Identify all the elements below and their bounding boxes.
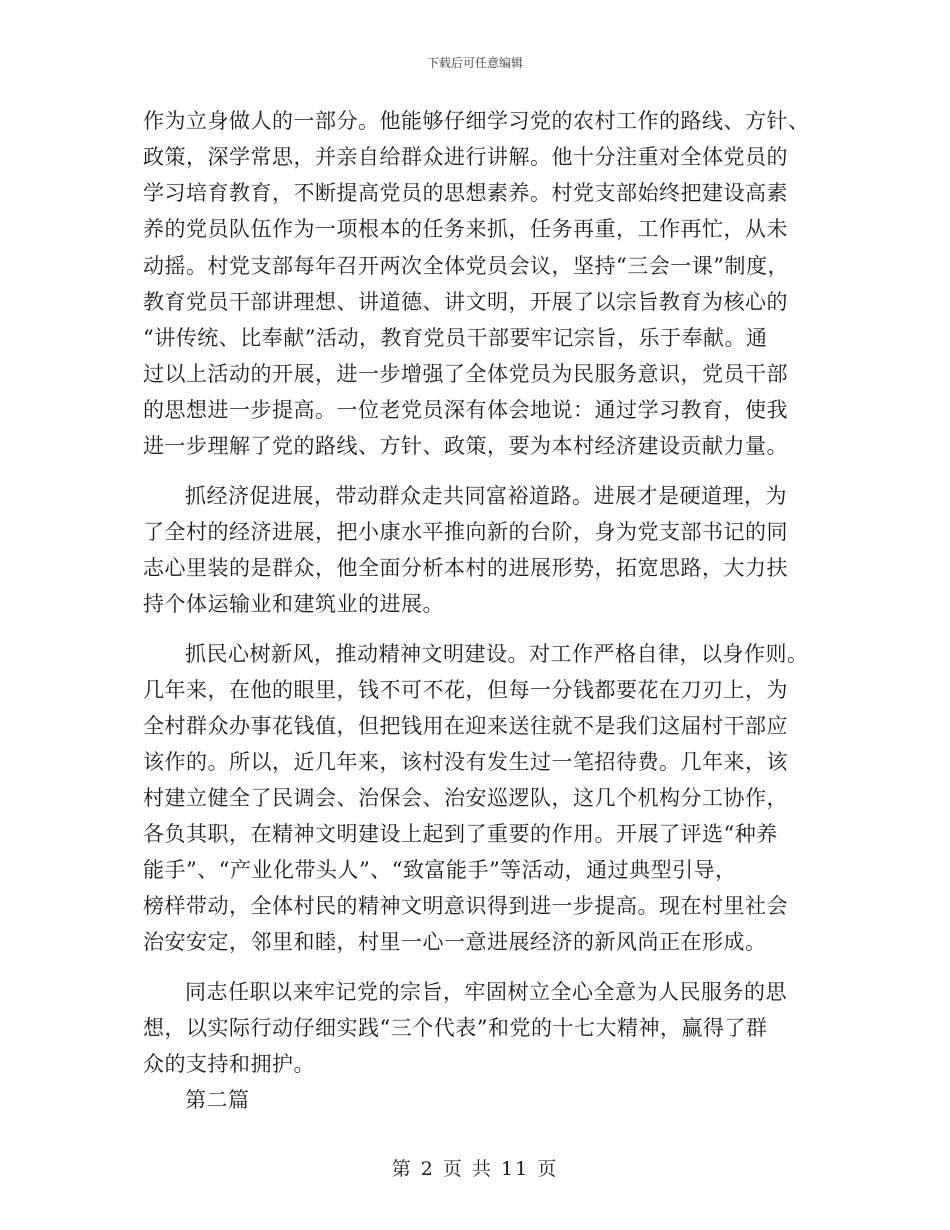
paragraph-start-line: 同志任职以来牢记党的宗旨，牢固树立全心全意为人民服务的思: [185, 980, 787, 1004]
text-line: 的思想进一步提高。一位老党员深有体会地说：通过学习教育，使我: [143, 398, 788, 422]
text-line: 志心里装的是群众，他全面分析本村的进展形势，拓宽思路，大力扶: [143, 556, 788, 580]
text-line: 进一步理解了党的路线、方针、政策，要为本村经济建设贡献力量。: [143, 434, 788, 458]
text-line: 过以上活动的开展，进一步增强了全体党员为民服务意识，党员干部: [143, 362, 788, 386]
text-line: 了全村的经济进展，把小康水平推向新的台阶，身为党支部书记的同: [143, 520, 788, 544]
text-line: 学习培育教育，不断提高党员的思想素养。村党支部始终把建设高素: [143, 181, 788, 205]
text-line: 持个体运输业和建筑业的进展。: [143, 592, 444, 616]
text-line: 教育党员干部讲理想、讲道德、讲文明，开展了以宗旨教育为核心的: [143, 290, 788, 314]
text-line: 作为立身做人的一部分。他能够仔细学习党的农村工作的路线、方针、: [143, 109, 810, 133]
section-heading: 第二篇: [185, 1088, 250, 1112]
text-line: 能手”、“产业化带头人”、“致富能手”等活动，通过典型引导，: [143, 858, 737, 882]
text-line: 几年来，在他的眼里，钱不可不花，但每一分钱都要花在刀刃上，为: [143, 678, 788, 702]
text-line: 养的党员队伍作为一项根本的任务来抓，任务再重，工作再忙，从未: [143, 217, 788, 241]
text-line: 想，以实际行动仔细实践“三个代表”和党的十七大精神，赢得了群: [143, 1016, 768, 1040]
text-line: 村建立健全了民调会、治保会、治安巡逻队，这几个机构分工协作，: [143, 786, 788, 810]
paragraph-start-line: 抓民心树新风，推动精神文明建设。对工作严格自律，以身作则。: [185, 642, 809, 666]
text-line: 榜样带动，全体村民的精神文明意识得到进一步提高。现在村里社会: [143, 894, 788, 918]
paragraph-start-line: 抓经济促进展，带动群众走共同富裕道路。进展才是硬道理，为: [185, 484, 787, 508]
text-line: 动摇。村党支部每年召开两次全体党员会议，坚持“三会一课”制度，: [143, 254, 789, 278]
text-line: 该作的。所以，近几年来，该村没有发生过一笔招待费。几年来，该: [143, 750, 788, 774]
page-header: 下载后可任意编辑: [426, 56, 523, 70]
text-line: “讲传统、比奉献”活动，教育党员干部要牢记宗旨，乐于奉献。通: [143, 326, 768, 350]
text-line: 全村群众办事花钱值，但把钱用在迎来送往就不是我们这届村干部应: [143, 714, 788, 738]
text-line: 治安安定，邻里和睦，村里一心一意进展经济的新风尚正在形成。: [143, 930, 767, 954]
page-number-footer: 第 2 页 共 11 页: [391, 1158, 559, 1180]
text-line: 政策，深学常思，并亲自给群众进行讲解。他十分注重对全体党员的: [143, 145, 788, 169]
text-line: 众的支持和拥护。: [143, 1052, 315, 1076]
text-line: 各负其职，在精神文明建设上起到了重要的作用。开展了评选“种养: [143, 822, 778, 846]
